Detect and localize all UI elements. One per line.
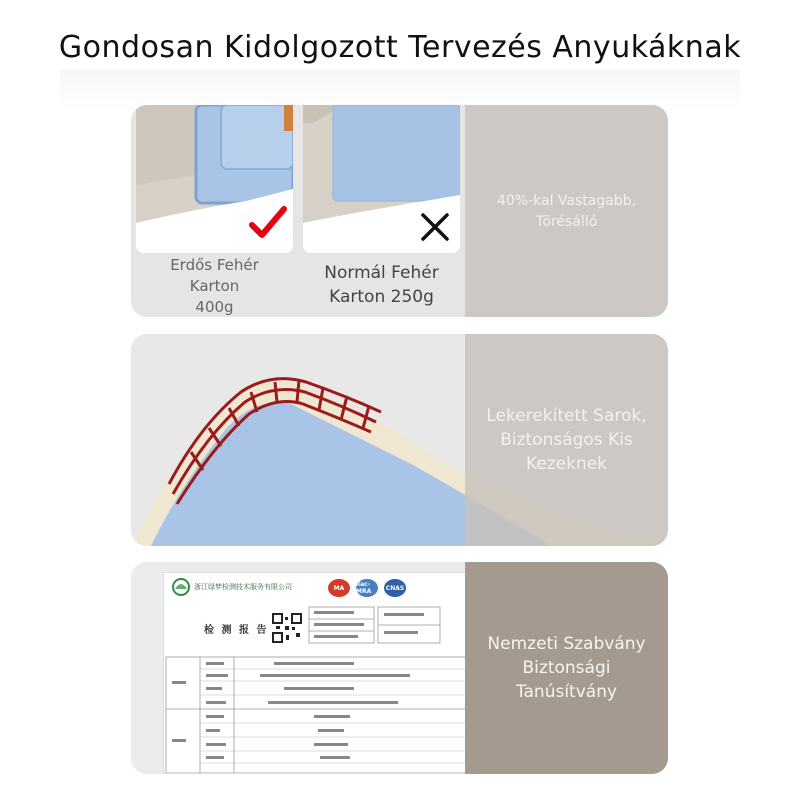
rounded-corner-panel [131, 334, 668, 546]
ilac-badge-icon: ilac-MRA [356, 579, 378, 597]
org-logo-icon [170, 577, 192, 597]
bad-sample-caption: Normál Fehér Karton 250g [324, 263, 439, 307]
thickness-feature-box [465, 105, 668, 317]
good-sample-card [136, 105, 293, 253]
certificate-panel [131, 562, 668, 774]
test-report-document [163, 572, 471, 774]
thickness-comparison-panel [131, 105, 668, 317]
rounded-corner-feature-box [465, 334, 668, 546]
page-title: Gondosan Kidolgozott Tervezés Anyukáknak [58, 30, 742, 65]
cnas-badge-icon: CNAS [384, 579, 406, 597]
certificate-feature-box [465, 562, 668, 774]
title-glow [60, 70, 740, 110]
rounded-corner-feature-text: Lekerekített Sarok, Biztonságos Kis Kezeknek [486, 406, 647, 474]
thickness-feature-text: 40%-kal Vastagabb, Törésálló [496, 193, 637, 230]
cross-icon [419, 211, 451, 243]
report-header [164, 573, 470, 601]
ma-badge-icon: MA [328, 579, 350, 597]
report-table [164, 603, 470, 773]
check-icon [248, 203, 288, 243]
report-title: 检 测 报 告 [204, 625, 269, 636]
certificate-feature-text: Nemzeti Szabvány Biztonsági Tanúsítvány [487, 634, 646, 702]
report-org-name: 浙江绿梦检测技术服务有限公司 [194, 583, 292, 591]
bad-sample-card [303, 105, 460, 253]
good-sample-caption: Erdős Fehér Karton 400g [170, 256, 259, 316]
